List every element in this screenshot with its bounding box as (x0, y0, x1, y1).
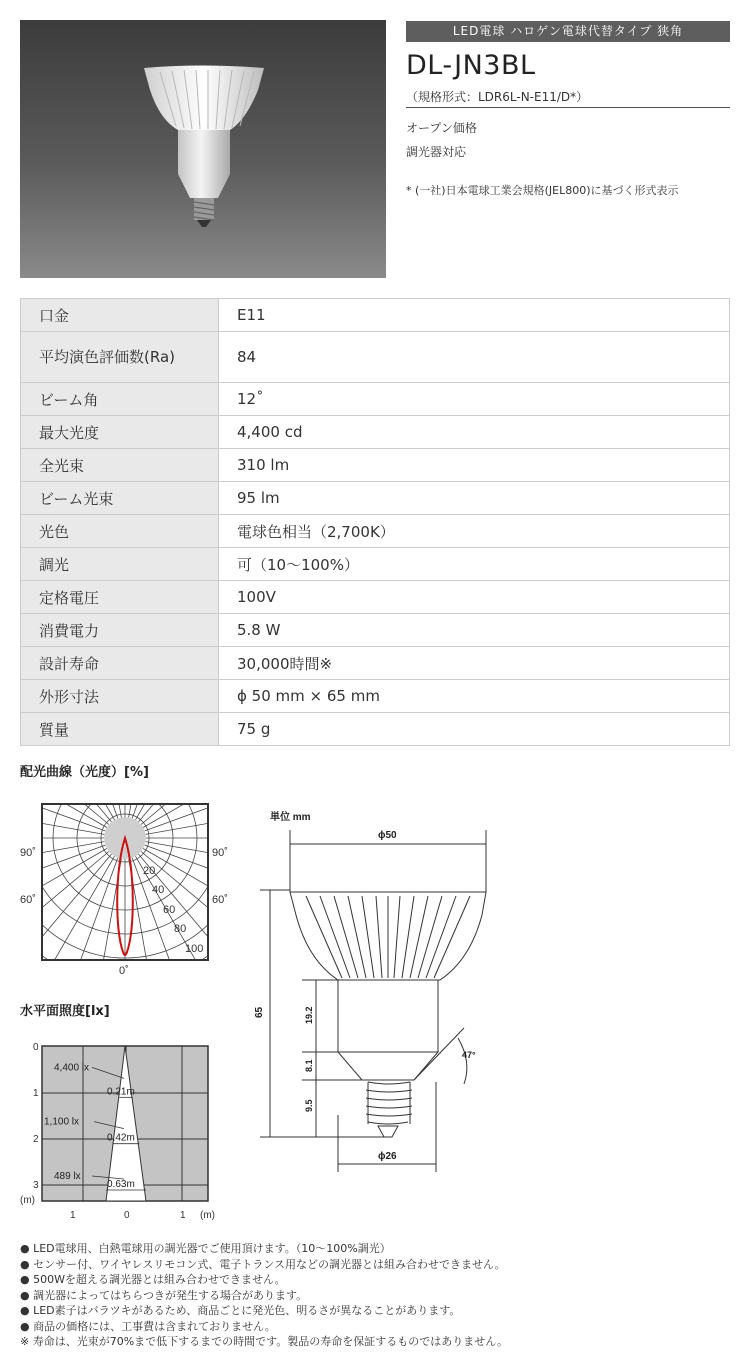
spec-label: 調光 (21, 548, 219, 581)
spec-value: 310 lm (219, 449, 730, 482)
y-tick-2: 2 (33, 1134, 39, 1145)
spec-label: 平均演色評価数(Ra) (21, 332, 219, 383)
table-row (21, 416, 730, 449)
spec-value: 75 g (219, 713, 730, 746)
table-row (21, 581, 730, 614)
notes-list (20, 1241, 508, 1350)
polar-spoke (0, 851, 109, 990)
polar-spoke (0, 790, 107, 828)
table-row (21, 614, 730, 647)
unit-label: 単位 mm (270, 812, 311, 823)
ring-label-20: 20 (143, 865, 156, 877)
dimension-drawing (250, 800, 500, 1180)
dimmer-support: 調光器対応 (406, 145, 467, 159)
spec-label: 消費電力 (21, 614, 219, 647)
x-tick-unit: (m) (200, 1210, 215, 1221)
polar-spoke (145, 790, 240, 831)
table-row (21, 482, 730, 515)
polar-spoke (141, 851, 240, 990)
y-tick-3: 3 (33, 1180, 39, 1191)
lux-label: 1,100 lx (44, 1116, 80, 1128)
list-item: ● 商品の価格には、工事費は含まれておりません。 (20, 1319, 276, 1333)
ring-label-80: 80 (174, 923, 187, 935)
table-row (21, 647, 730, 680)
ring-label-100: 100 (185, 943, 204, 955)
spec-value: 4,400 cd (219, 416, 730, 449)
diameter-label: 0.63m (107, 1179, 135, 1190)
table-row (21, 383, 730, 416)
y-tick-unit: (m) (20, 1195, 35, 1206)
divider (406, 107, 730, 108)
table-row (21, 548, 730, 581)
spec-value: E11 (219, 299, 730, 332)
category-bar: LED電球 ハロゲン電球代替タイプ 狭角 (406, 21, 730, 42)
spec-value: 84 (219, 332, 730, 383)
standard-footnote: * (一社)日本電球工業会規格(JEL800)に基づく形式表示 (406, 184, 679, 197)
polar-spoke (143, 790, 240, 828)
top-diameter-label: ϕ50 (378, 830, 397, 841)
spec-table (20, 298, 730, 746)
base-diameter-label: ϕ26 (378, 1151, 397, 1162)
price-text: オープン価格 (406, 121, 477, 135)
list-item: ● LED素子はバラツキがあるため、商品ごとに発光色、明るさが異なることがあります。 (20, 1304, 461, 1317)
diameter-label: 0.21m (107, 1086, 135, 1098)
spec-value: 電球色相当（2,700K） (219, 515, 730, 548)
table-row (21, 299, 730, 332)
x-tick-center: 0 (124, 1210, 130, 1221)
spec-label: 定格電圧 (21, 581, 219, 614)
y-tick-0: 0 (33, 1042, 39, 1053)
spec-label: ビーム光束 (21, 482, 219, 515)
seg3-label: 9.5 (304, 1099, 314, 1112)
spec-value: ϕ 50 mm × 65 mm (219, 680, 730, 713)
angle-label: 47° (462, 1050, 476, 1060)
spec-value: 5.8 W (219, 614, 730, 647)
illuminance-chart (0, 1030, 240, 1230)
spec-value: 100V (219, 581, 730, 614)
polar-chart (0, 790, 240, 990)
polar-spoke (0, 793, 104, 835)
spec-label: 設計寿命 (21, 647, 219, 680)
spec-value: 12˚ (219, 383, 730, 416)
spec-label: 質量 (21, 713, 219, 746)
polar-label-bottom0: 0˚ (119, 965, 129, 977)
polar-spoke (0, 842, 104, 884)
seg2-label: 8.1 (304, 1059, 314, 1072)
diameter-label: 0.42m (107, 1132, 135, 1144)
y-tick-1: 1 (33, 1088, 39, 1099)
polar-label-right60: 60˚ (212, 894, 228, 906)
table-row (21, 449, 730, 482)
spec-label: ビーム角 (21, 383, 219, 416)
illuminance-chart-title: 水平面照度[lx] (20, 1004, 110, 1019)
seg1-label: 19.2 (304, 1006, 314, 1024)
ring-label-40: 40 (152, 884, 165, 896)
polar-label-left60: 60˚ (20, 894, 36, 906)
polar-spoke (129, 859, 171, 990)
polar-spoke (0, 790, 105, 831)
polar-spoke (80, 859, 122, 990)
polar-label-right90: 90˚ (212, 847, 228, 859)
x-tick-right: 1 (180, 1210, 186, 1221)
list-item: ● LED電球用、白熱電球用の調光器でご使用頂けます。（10～100%調光） (20, 1242, 391, 1255)
spec-label: 外形寸法 (21, 680, 219, 713)
x-tick-left: 1 (70, 1210, 76, 1221)
ring-label-60: 60 (163, 904, 176, 916)
spec-label: 光色 (21, 515, 219, 548)
spec-value: 95 lm (219, 482, 730, 515)
table-row (21, 713, 730, 746)
polar-label-left90: 90˚ (20, 847, 36, 859)
table-row (21, 515, 730, 548)
lux-label: 4,400 lx (54, 1062, 90, 1074)
product-photo (20, 20, 386, 278)
list-item: ● 調光器によってはちらつきが発生する場合があります。 (20, 1288, 308, 1302)
model-number: DL-JN3BL (406, 50, 536, 81)
list-item: ● 500Wを超える調光器とは組み合わせできません。 (20, 1273, 286, 1286)
list-item: ※ 寿命は、光束が70%まで低下するまでの時間です。製品の寿命を保証するものではありません。 (20, 1335, 508, 1348)
bulb-illustration (20, 20, 386, 278)
polar-spoke (0, 845, 105, 927)
spec-label: 最大光度 (21, 416, 219, 449)
spec-value: 30,000時間※ (219, 647, 730, 680)
spec-label: 口金 (21, 299, 219, 332)
neck-outline (338, 980, 438, 1052)
table-row (21, 332, 730, 383)
spec-label: 全光束 (21, 449, 219, 482)
polar-spoke (36, 858, 118, 990)
base-tip (378, 1126, 398, 1137)
polar-spoke (0, 856, 115, 990)
thread-lines (366, 1082, 412, 1124)
spec-code: （規格形式：LDR6L-N-E11/D*） (406, 90, 589, 104)
taper-outline (338, 1052, 438, 1080)
spec-value: 可（10～100%） (219, 548, 730, 581)
list-item: ● センサー付、ワイヤレスリモコン式、電子トランス用などの調光器とは組み合わせできません。 (20, 1257, 506, 1271)
height-label: 65 (254, 1006, 265, 1018)
lux-label: 489 lx (54, 1171, 81, 1182)
polar-chart-title: 配光曲線（光度）[%] (20, 765, 149, 780)
table-row (21, 680, 730, 713)
